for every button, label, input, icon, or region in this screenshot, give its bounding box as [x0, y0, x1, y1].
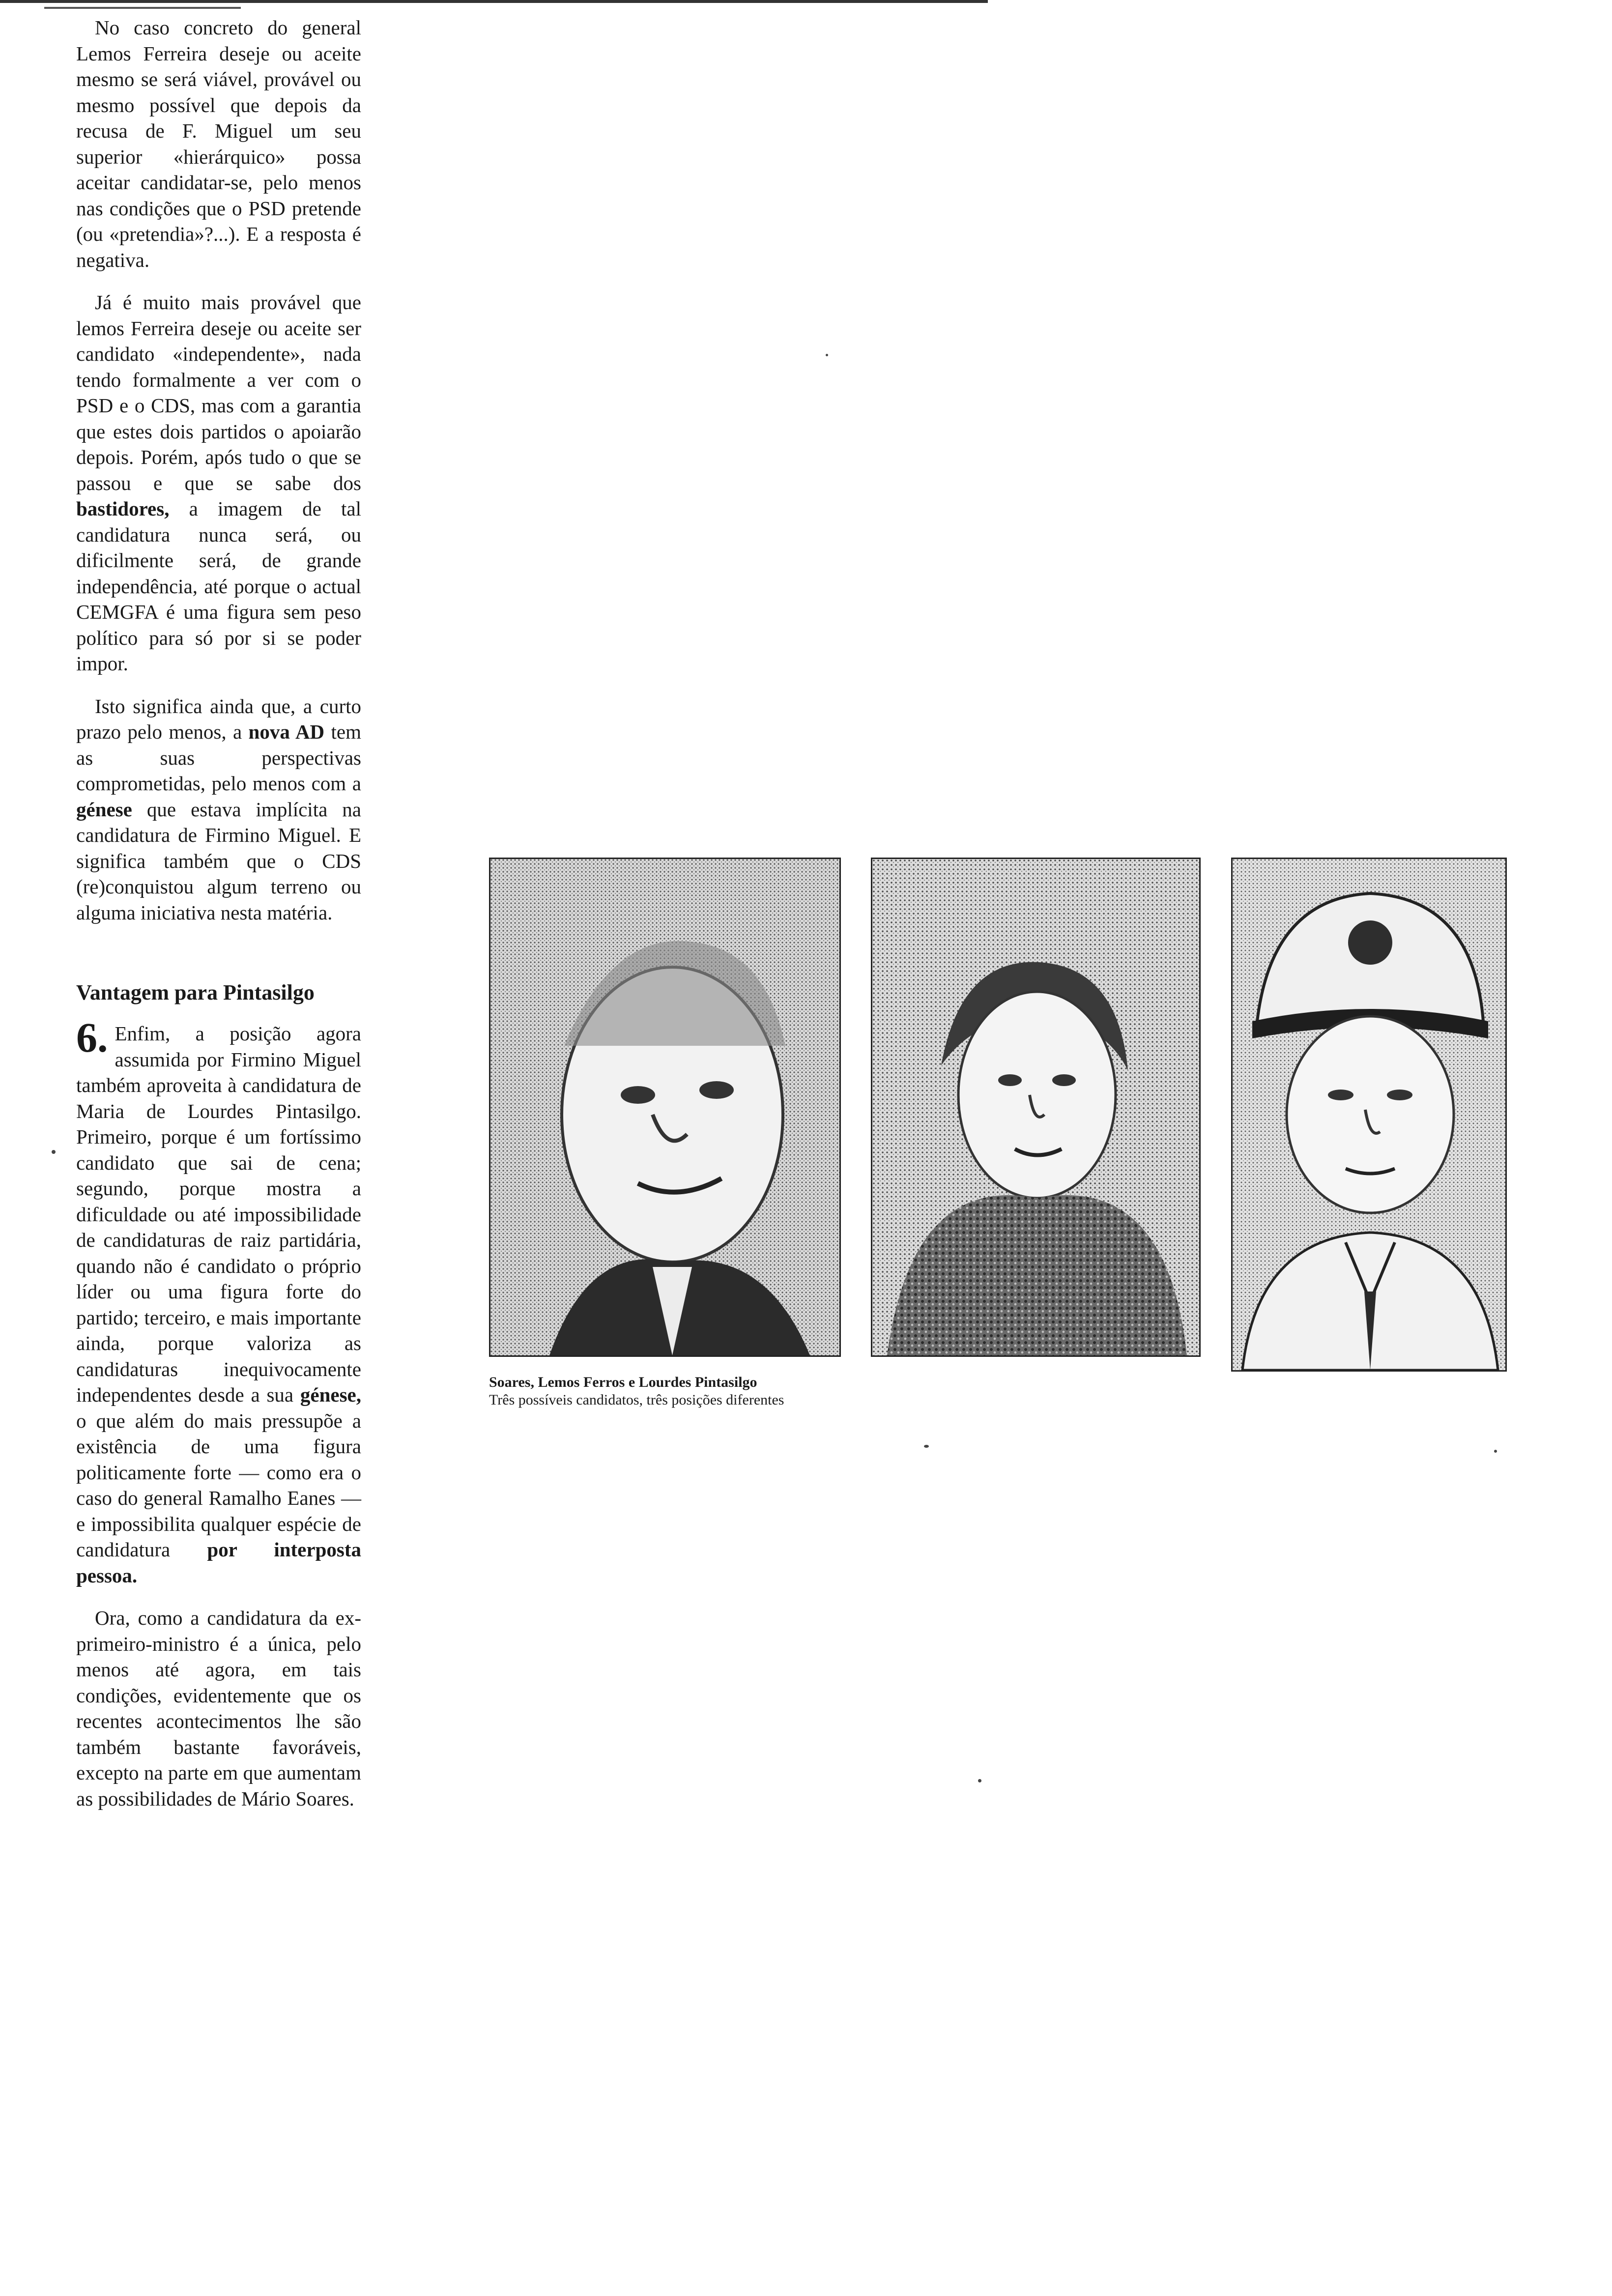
paragraph-2-bold-a: bastidores,: [76, 497, 170, 520]
paragraph-3-text-b: tem as suas perspectivas comprometidas, pelo menos com a: [76, 720, 361, 795]
paragraph-3-text-a: Isto significa ainda que, a curto prazo pelo menos, a: [76, 694, 361, 743]
paragraph-3-bold-b: génese: [76, 798, 132, 821]
top-rule: [0, 0, 988, 3]
print-speck: [826, 354, 828, 356]
section-heading: Vantagem para Pintasilgo: [76, 980, 315, 1004]
print-speck: [1494, 1450, 1497, 1453]
paragraph-3-text-c: que estava implícita na candidatura de Firmino Miguel. E significa também que o CDS (re)conquistou algum terreno ou alguma iniciativa nesta matéria.: [76, 798, 361, 924]
paragraph-4-text-b: o que além do mais pressupõe a existência de uma figura politicamente forte — como era o caso do general Ramalho Eanes — e impossibilita qualquer espécie de candidatura: [76, 1409, 361, 1561]
paragraph-4-bold-b: por interposta pessoa.: [76, 1538, 361, 1587]
paragraph-4-text-a: Enfim, a posição agora assumida por Firmino Miguel também aproveita à candidatura de Maria de Lourdes Pintasilgo. Primeiro, porque é um fortíssimo candidato que sai de cena; segundo, porque mostra a dificuldade ou até impossibilidade de candidaturas de raiz partidária, quando não é candidato o próprio líder ou uma figura forte do partido; terceiro, e mais importante ainda, porque valoriza as candidaturas inequivocamente independentes desde a sua: [76, 1022, 361, 1406]
article-column: [76, 15, 361, 1828]
print-speck: [978, 1779, 981, 1782]
photo-caption-text: Três possíveis candidatos, três posições diferentes: [489, 1392, 784, 1408]
section-number: 6.: [76, 1014, 108, 1061]
paragraph-1-text: No caso concreto do general Lemos Ferreira deseje ou aceite mesmo se será viável, provável ou mesmo possível que depois da recusa de F. Miguel um seu superior «hierárquico» possa aceitar candidatar-se, pelo menos nas condições que o PSD pretende (ou «pretendia»?...). E a resposta é negativa.: [76, 16, 361, 271]
photo-soares: [489, 858, 841, 1357]
print-speck: [924, 1445, 929, 1448]
article-paragraph-4: [76, 1014, 361, 1588]
photo-pintasilgo-image: [872, 859, 1199, 1355]
photo-lemos-ferreira-image: [1233, 859, 1505, 1370]
photo-soares-image: [490, 859, 839, 1355]
article-paragraph-3: [76, 693, 361, 926]
article-paragraph-2: [76, 289, 361, 677]
photo-strip: [489, 858, 1504, 1371]
paragraph-4-bold-a: génese,: [300, 1383, 361, 1406]
photo-caption-title: Soares, Lemos Ferros e Lourdes Pintasilgo: [489, 1374, 757, 1390]
paragraph-5-text: Ora, como a candidatura da ex-primeiro-ministro é a única, pelo menos até agora, em tais condições, evidentemente que os recentes acontecimentos lhe são também bastante favoráveis, excepto na parte em que aumentam as possibilidades de Mário Soares.: [76, 1607, 361, 1810]
paragraph-3-bold-a: nova AD: [248, 720, 325, 743]
photo-caption: [489, 1374, 1079, 1409]
article-paragraph-5: [76, 1605, 361, 1811]
article-paragraph-1: [76, 15, 361, 273]
print-speck: [52, 1150, 56, 1154]
paragraph-2-text-b: a imagem de tal candidatura nunca será, ou dificilmente será, de grande independência, até porque o actual CEMGFA é uma figura sem peso político para só por si se poder impor.: [76, 497, 361, 675]
top-rule-short: [44, 7, 241, 9]
paragraph-2-text-a: Já é muito mais provável que lemos Ferreira deseje ou aceite ser candidato «independente», nada tendo formalmente a ver com o PSD e o CDS, mas com a garantia que estes dois partidos o apoiarão depois. Porém, após tudo o que se passou e que se sabe dos: [76, 291, 361, 494]
photo-lemos-ferreira: [1231, 858, 1507, 1372]
photo-pintasilgo: [871, 858, 1201, 1357]
